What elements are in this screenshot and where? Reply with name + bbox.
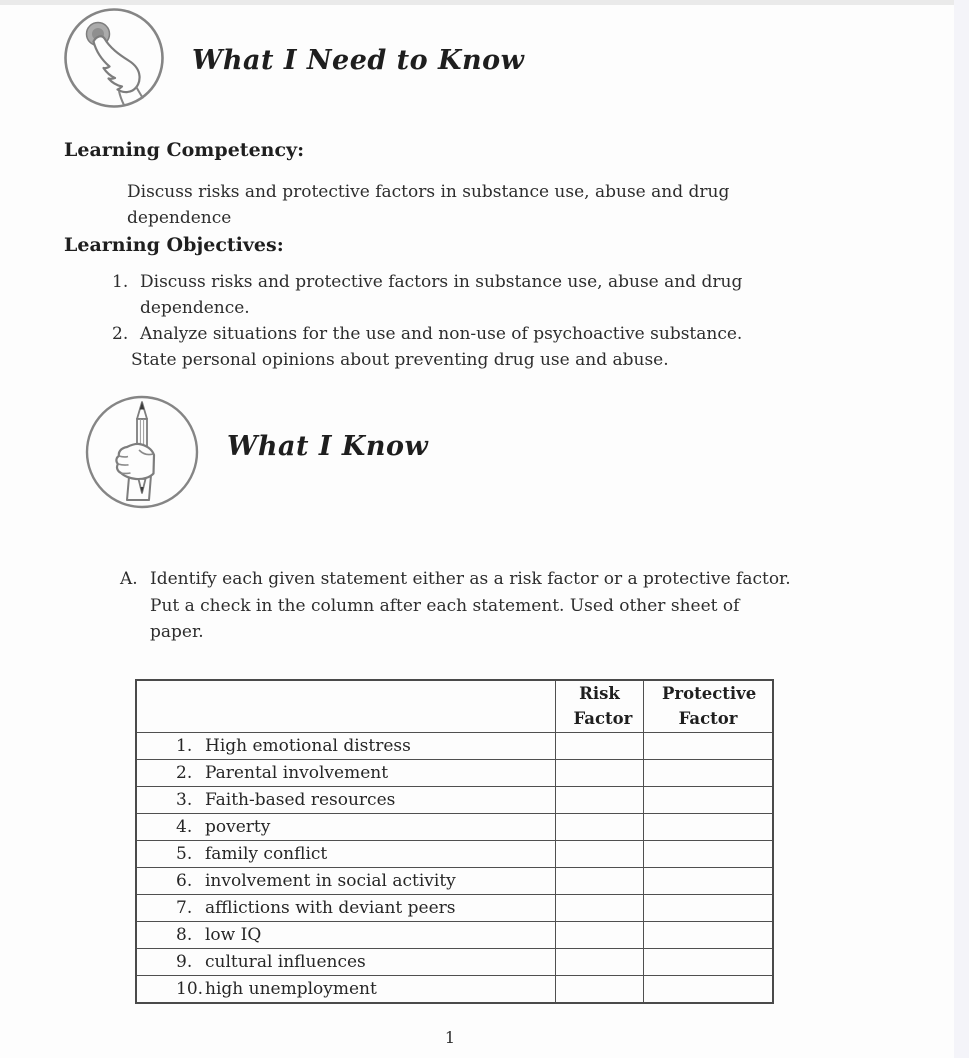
protective-check-cell <box>644 949 774 976</box>
table-row <box>136 733 773 760</box>
statement-text: Faith-based resources <box>205 790 396 810</box>
page-right-edge <box>954 0 969 1058</box>
risk-check-cell <box>556 949 644 976</box>
objective-line: Discuss risks and protective factors in substance use, abuse and drug <box>140 272 743 292</box>
protective-check-cell <box>644 922 774 949</box>
table-row <box>136 949 773 976</box>
statement-header-cell <box>136 680 556 733</box>
table-row <box>136 976 773 1004</box>
page-number: 1 <box>444 1028 456 1047</box>
statement-text: Parental involvement <box>205 763 389 783</box>
row-number: 4. <box>176 817 193 837</box>
row-number: 5. <box>176 844 193 864</box>
objective-item <box>112 269 742 321</box>
activity-line: Identify each given statement either as a risk factor or a protective factor. <box>150 569 791 589</box>
objective-line: State personal opinions about preventing drug use and abuse. <box>131 350 669 370</box>
section-what-i-know <box>83 393 428 515</box>
risk-check-cell <box>556 976 644 1004</box>
protective-factor-header: Protective Factor <box>644 680 774 733</box>
protective-check-cell <box>644 814 774 841</box>
risk-check-cell <box>556 868 644 895</box>
protective-check-cell <box>644 787 774 814</box>
statement-text: cultural influences <box>205 952 366 972</box>
activity-line: Put a check in the column after each statement. Used other sheet of <box>150 595 740 616</box>
protective-check-cell <box>644 841 774 868</box>
risk-check-cell <box>556 895 644 922</box>
protective-check-cell <box>644 868 774 895</box>
statement-text: poverty <box>205 817 271 837</box>
row-number: 8. <box>176 925 193 945</box>
statement-text: High emotional distress <box>205 736 411 756</box>
row-number: 2. <box>176 763 193 783</box>
row-number: 7. <box>176 898 193 918</box>
table-row <box>136 895 773 922</box>
table-row <box>136 841 773 868</box>
table-row <box>136 868 773 895</box>
objective-item <box>112 321 742 373</box>
risk-factor-header: Risk Factor <box>556 680 644 733</box>
competency-line: dependence <box>127 208 232 228</box>
table-header-row <box>136 680 773 733</box>
protective-check-cell <box>644 760 774 787</box>
row-number: 6. <box>176 871 193 891</box>
objectives-heading: Learning Objectives: <box>64 234 284 256</box>
statement-text: afflictions with deviant peers <box>205 898 456 918</box>
objectives-list <box>112 269 742 373</box>
row-number: 1. <box>176 736 193 756</box>
statement-text: involvement in social activity <box>205 871 456 891</box>
risk-check-cell <box>556 814 644 841</box>
activity-line: paper. <box>150 622 204 642</box>
objective-number: 2. <box>112 324 129 344</box>
section-title-need-to-know: What I Need to Know <box>192 44 525 76</box>
risk-check-cell <box>556 841 644 868</box>
risk-check-cell <box>556 760 644 787</box>
row-number: 10. <box>176 979 204 999</box>
risk-check-cell <box>556 922 644 949</box>
risk-check-cell <box>556 733 644 760</box>
section-need-to-know <box>62 6 524 114</box>
statement-text: low IQ <box>205 925 262 945</box>
statement-text: family conflict <box>205 844 328 864</box>
objective-line: Analyze situations for the use and non-use of psychoactive substance. <box>140 324 743 344</box>
objective-line: dependence. <box>140 298 250 318</box>
table-row <box>136 760 773 787</box>
activity-a-instructions <box>120 566 791 646</box>
protective-check-cell <box>644 976 774 1004</box>
section-title-what-i-know: What I Know <box>227 430 429 462</box>
hand-holding-pencil-icon <box>83 393 201 515</box>
row-number: 3. <box>176 790 193 810</box>
hand-pressing-button-icon <box>62 6 166 114</box>
statement-text: high unemployment <box>205 979 377 999</box>
activity-label: A. <box>120 569 138 589</box>
table-row <box>136 922 773 949</box>
risk-check-cell <box>556 787 644 814</box>
competency-line: Discuss risks and protective factors in substance use, abuse and drug <box>127 182 730 202</box>
protective-check-cell <box>644 733 774 760</box>
objective-number: 1. <box>112 272 129 292</box>
page-top-edge <box>0 0 969 5</box>
protective-check-cell <box>644 895 774 922</box>
competency-heading: Learning Competency: <box>64 139 305 161</box>
table-row <box>136 814 773 841</box>
row-number: 9. <box>176 952 193 972</box>
risk-protective-table <box>135 679 774 1004</box>
table-row <box>136 787 773 814</box>
competency-body <box>127 179 729 231</box>
